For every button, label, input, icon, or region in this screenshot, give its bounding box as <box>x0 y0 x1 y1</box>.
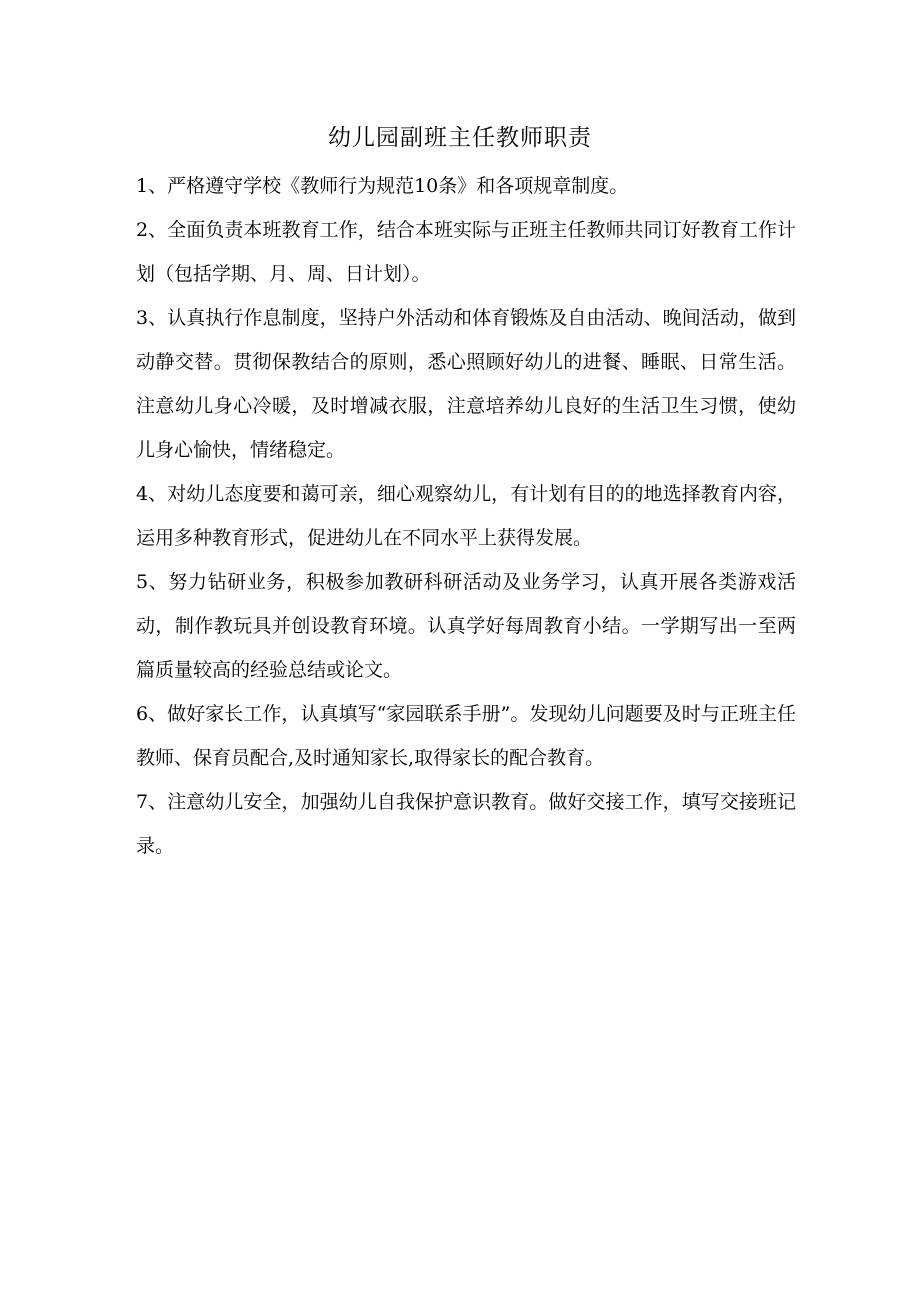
duty-item-7: 7、注意幼儿安全，加强幼儿自我保护意识教育。做好交接工作，填写交接班记录。 <box>136 791 796 857</box>
duty-item-3: 3、认真执行作息制度，坚持户外活动和体育锻炼及自由活动、晚间活动，做到动静交替。贯彻保教结合的原则，悉心照顾好幼儿的进餐、睡眠、日常生活。注意幼儿身心冷暖，及时增减衣服，注意培养幼儿良好的生活卫生习惯，使幼儿身心愉快，情绪稳定。 <box>136 307 796 461</box>
duty-item-6: 6、做好家长工作，认真填写“家园联系手册”。发现幼儿问题要及时与正班主任教师、保育员配合,及时通知家长,取得家长的配合教育。 <box>136 703 796 769</box>
duty-item-5: 5、努力钻研业务，积极参加教研科研活动及业务学习，认真开展各类游戏活动，制作教玩具并创设教育环境。认真学好每周教育小结。一学期写出一至两篇质量较高的经验总结或论文。 <box>136 571 796 681</box>
document-title: 幼儿园副班主任教师职责 <box>328 125 592 151</box>
duty-item-4: 4、对幼儿态度要和蔼可亲，细心观察幼儿，有计划有目的的地选择教育内容，运用多种教育形式，促进幼儿在不同水平上获得发展。 <box>136 483 796 549</box>
document-body <box>136 164 796 868</box>
duty-item-2: 2、全面负责本班教育工作，结合本班实际与正班主任教师共同订好教育工作计划（包括学期、月、周、日计划）。 <box>136 219 796 285</box>
duty-item-1: 1、严格遵守学校《教师行为规范10条》和各项规章制度。 <box>136 175 629 197</box>
